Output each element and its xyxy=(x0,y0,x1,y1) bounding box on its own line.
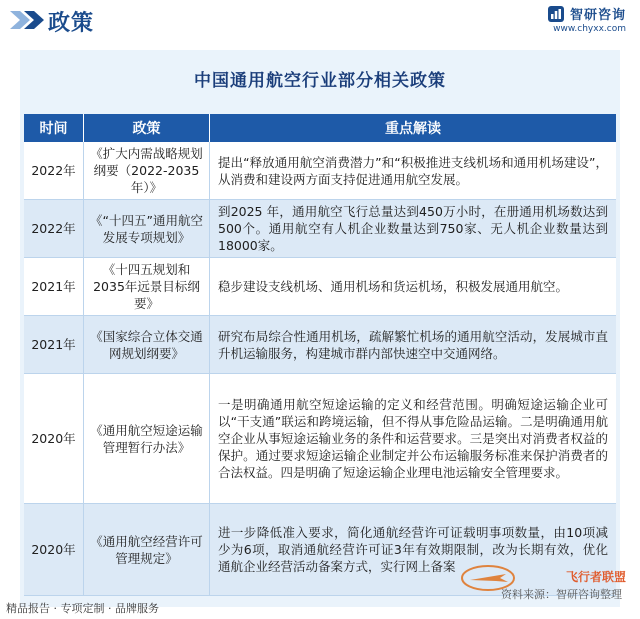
table-row xyxy=(24,142,616,200)
policy-card xyxy=(20,50,620,607)
detail-cell: 到2025 年，通用航空飞行总量达到450万小时，在册通用机场数达到500个。通用航空有人机企业数量达到750家、无人机企业数量达到18000家。 xyxy=(218,204,608,253)
brand-logo-icon xyxy=(547,5,565,23)
brand-name: 智研咨询 xyxy=(569,8,626,23)
table-row xyxy=(24,200,616,258)
year-cell: 2022年 xyxy=(24,200,84,257)
policy-cell: 《国家综合立体交通网规划纲要》 xyxy=(84,316,210,373)
column-header-time: 时间 xyxy=(24,114,84,142)
policy-cell: 《“十四五”通用航空发展专项规划》 xyxy=(84,200,210,257)
table-title: 中国通用航空行业部分相关政策 xyxy=(194,70,446,91)
detail-cell: 研究布局综合性通用机场，疏解繁忙机场的通用航空活动，发展城市直升机运输服务，构建城市群内部快速空中交通网络。 xyxy=(218,328,608,361)
detail-cell: 一是明确通用航空短途运输的定义和经营范围。明确短途运输企业可以“干支通”联运和跨境运输，但不得从事危险品运输。二是明确通用航空企业从事短途运输业务的条件和运营要求。三是突出对消费者权益的保护。通过要求短途运输企业制定并公布运输服务标准来保护消费者的合法权益。四是明确了短途运输企业理电池运输安全管理要求。 xyxy=(218,397,608,480)
table-header xyxy=(24,114,616,142)
top-header xyxy=(0,0,640,40)
title-bar xyxy=(20,50,620,106)
year-cell: 2021年 xyxy=(24,316,84,373)
policy-cell: 《扩大内需战略规划纲要（2022-2035年）》 xyxy=(84,142,210,199)
table-row xyxy=(24,374,616,504)
table-row xyxy=(24,316,616,374)
column-header-policy: 政策 xyxy=(84,114,210,142)
footer-services: 精品报告 · 专项定制 · 品牌服务 xyxy=(6,602,159,615)
footer xyxy=(0,597,640,619)
policy-cell: 《十四五规划和2035年远景目标纲要》 xyxy=(84,258,210,315)
year-cell: 2021年 xyxy=(24,258,84,315)
source-note: 资料来源：智研咨询整理 xyxy=(501,588,622,601)
policy-cell: 《通用航空短途运输管理暂行办法》 xyxy=(84,374,210,503)
year-cell: 2022年 xyxy=(24,142,84,199)
detail-cell: 进一步降低准入要求，简化通航经营许可证载明事项数量，由10项减少为6项，取消通航经营许可证3年有效期限制，改为长期有效，优化通航企业经营活动备案方式，实行网上备案 xyxy=(218,525,608,574)
policy-cell: 《通用航空经营许可管理规定》 xyxy=(84,504,210,595)
table-row xyxy=(24,258,616,316)
detail-cell: 稳步建设支线机场、通用机场和货运机场，积极发展通用航空。 xyxy=(218,279,569,294)
year-cell: 2020年 xyxy=(24,504,84,595)
section-title: 政策 xyxy=(48,11,95,36)
watermark-text: 飞行者联盟 xyxy=(565,570,626,584)
column-header-detail: 重点解读 xyxy=(385,121,441,137)
brand-url: www.chyxx.com xyxy=(553,24,626,34)
double-chevron-icon xyxy=(8,9,48,31)
year-cell: 2020年 xyxy=(24,374,84,503)
brand xyxy=(547,4,626,34)
detail-cell: 提出“释放通用航空消费潜力”和“积极推进支线机场和通用机场建设”，从消费和建设两方面支持促进通用航空发展。 xyxy=(218,154,608,187)
table-body xyxy=(24,142,616,596)
